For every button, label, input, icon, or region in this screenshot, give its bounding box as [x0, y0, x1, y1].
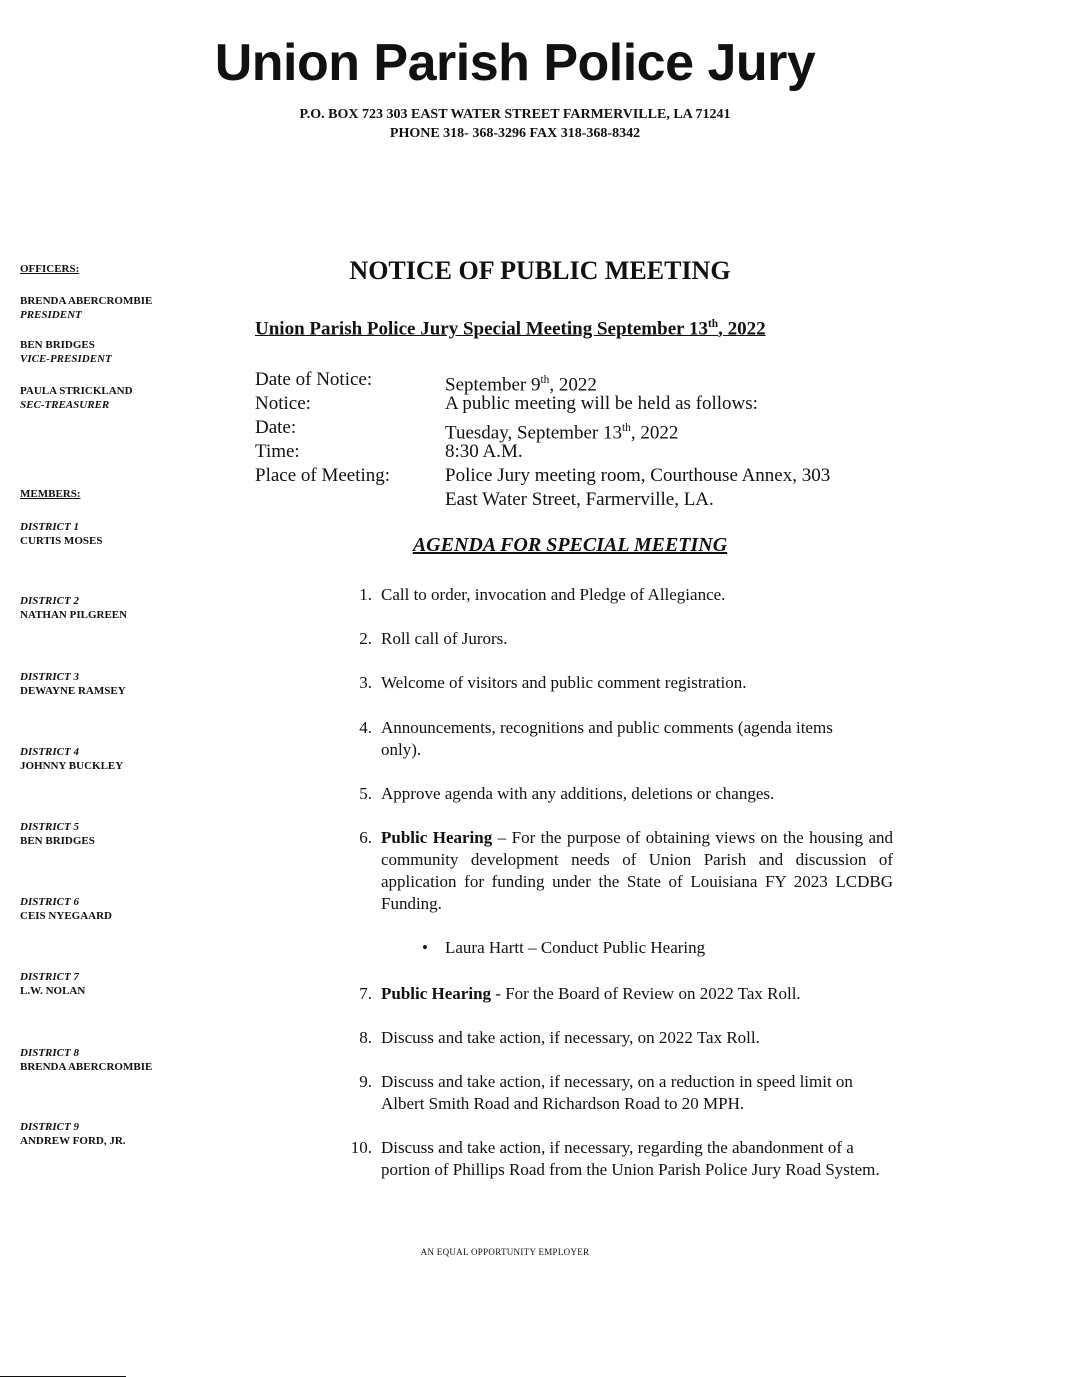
officer-name: BRENDA ABERCROMBIE [20, 295, 153, 307]
agenda-item-number: 9. [359, 1072, 372, 1091]
officer-role: SEC-TREASURER [20, 399, 110, 411]
member-district: DISTRICT 1 [20, 521, 79, 533]
agenda-item-text: Announcements, recognitions and public comments (agenda items only). [381, 718, 833, 759]
notice-label: Notice: [255, 393, 311, 414]
agenda-item-text: Approve agenda with any additions, deletions or changes. [381, 784, 775, 803]
agenda-item-number: 4. [359, 718, 372, 737]
agenda-item-text: Roll call of Jurors. [381, 629, 508, 648]
agenda-item-text: Discuss and take action, if necessary, on 2022 Tax Roll. [381, 1028, 760, 1047]
agenda-item-text: Discuss and take action, if necessary, on a reduction in speed limit on Albert Smith Road and Richardson Road to 20 MPH. [381, 1072, 853, 1113]
member-name: L.W. NOLAN [20, 985, 86, 997]
agenda-item-number: 5. [359, 784, 372, 803]
date-value: Tuesday, September 13th, 2022 [445, 422, 679, 444]
bullet-icon: • [422, 938, 428, 957]
member-name: CEIS NYEGAARD [20, 910, 112, 922]
public-hearing-label: Public Hearing [381, 984, 492, 1003]
phone-fax-line: PHONE 318- 368-3296 FAX 318-368-8342 [389, 126, 641, 141]
officers-heading: OFFICERS: [20, 263, 80, 275]
agenda-item-text: Public Hearing - For the Board of Review on 2022 Tax Roll. [381, 984, 801, 1003]
member-name: JOHNNY BUCKLEY [20, 760, 124, 772]
meeting-heading: Union Parish Police Jury Special Meeting September 13th, 2022 [255, 318, 766, 340]
place-value-line2: East Water Street, Farmerville, LA. [445, 489, 714, 510]
member-district: DISTRICT 4 [20, 746, 79, 758]
agenda-item-number: 2. [359, 629, 372, 648]
time-value: 8:30 A.M. [445, 441, 523, 462]
member-name: ANDREW FORD, JR. [20, 1135, 126, 1147]
officer-name: BEN BRIDGES [20, 339, 95, 351]
officer-name: PAULA STRICKLAND [20, 385, 133, 397]
agenda-item-number: 1. [359, 585, 372, 604]
address-line: P.O. BOX 723 303 EAST WATER STREET FARMERVILLE, LA 71241 [299, 107, 731, 122]
member-name: NATHAN PILGREEN [20, 609, 128, 621]
member-district: DISTRICT 8 [20, 1047, 79, 1059]
agenda-item-number: 6. [359, 828, 372, 847]
member-district: DISTRICT 2 [20, 595, 79, 607]
member-name: BEN BRIDGES [20, 835, 95, 847]
officer-role: VICE-PRESIDENT [20, 353, 112, 365]
agenda-item-number: 7. [359, 984, 372, 1003]
member-district: DISTRICT 3 [20, 671, 79, 683]
public-hearing-label: Public Hearing [381, 828, 493, 847]
time-label: Time: [255, 441, 300, 462]
place-value-line1: Police Jury meeting room, Courthouse Annex, 303 [445, 465, 831, 486]
notice-value: A public meeting will be held as follows: [445, 393, 758, 414]
organization-name: Union Parish Police Jury [214, 34, 816, 92]
place-label: Place of Meeting: [255, 465, 391, 486]
agenda-item-text: Call to order, invocation and Pledge of Allegiance. [381, 585, 726, 604]
member-name: BRENDA ABERCROMBIE [20, 1061, 153, 1073]
agenda-item-number: 10. [350, 1138, 372, 1157]
member-name: CURTIS MOSES [20, 535, 103, 547]
date-label: Date: [255, 417, 297, 438]
officer-role: PRESIDENT [20, 309, 82, 321]
member-name: DEWAYNE RAMSEY [20, 685, 126, 697]
agenda-item-text: Public Hearing – For the purpose of obtaining views on the housing and community development needs of Union Parish and discussion of application for funding under the State of Louisiana FY 2023 LCDBG Funding. [381, 828, 894, 913]
member-district: DISTRICT 6 [20, 896, 79, 908]
sub-bullet-text: Laura Hartt – Conduct Public Hearing [445, 938, 706, 957]
agenda-item-text: Discuss and take action, if necessary, regarding the abandonment of a portion of Phillips Road from the Union Parish Police Jury Road System. [381, 1138, 880, 1179]
agenda-heading: AGENDA FOR SPECIAL MEETING [412, 534, 728, 556]
member-district: DISTRICT 7 [20, 971, 79, 983]
agenda-item-number: 3. [359, 673, 372, 692]
agenda-item-number: 8. [359, 1028, 372, 1047]
member-district: DISTRICT 5 [20, 821, 79, 833]
agenda-item-text: Welcome of visitors and public comment registration. [381, 673, 747, 692]
member-district: DISTRICT 9 [20, 1121, 79, 1133]
members-heading: MEMBERS: [20, 488, 81, 500]
equal-opportunity-footer: AN EQUAL OPPORTUNITY EMPLOYER [420, 1247, 590, 1257]
notice-title: NOTICE OF PUBLIC MEETING [349, 256, 731, 285]
date-of-notice-value: September 9th, 2022 [445, 374, 597, 396]
date-of-notice-label: Date of Notice: [255, 369, 373, 390]
